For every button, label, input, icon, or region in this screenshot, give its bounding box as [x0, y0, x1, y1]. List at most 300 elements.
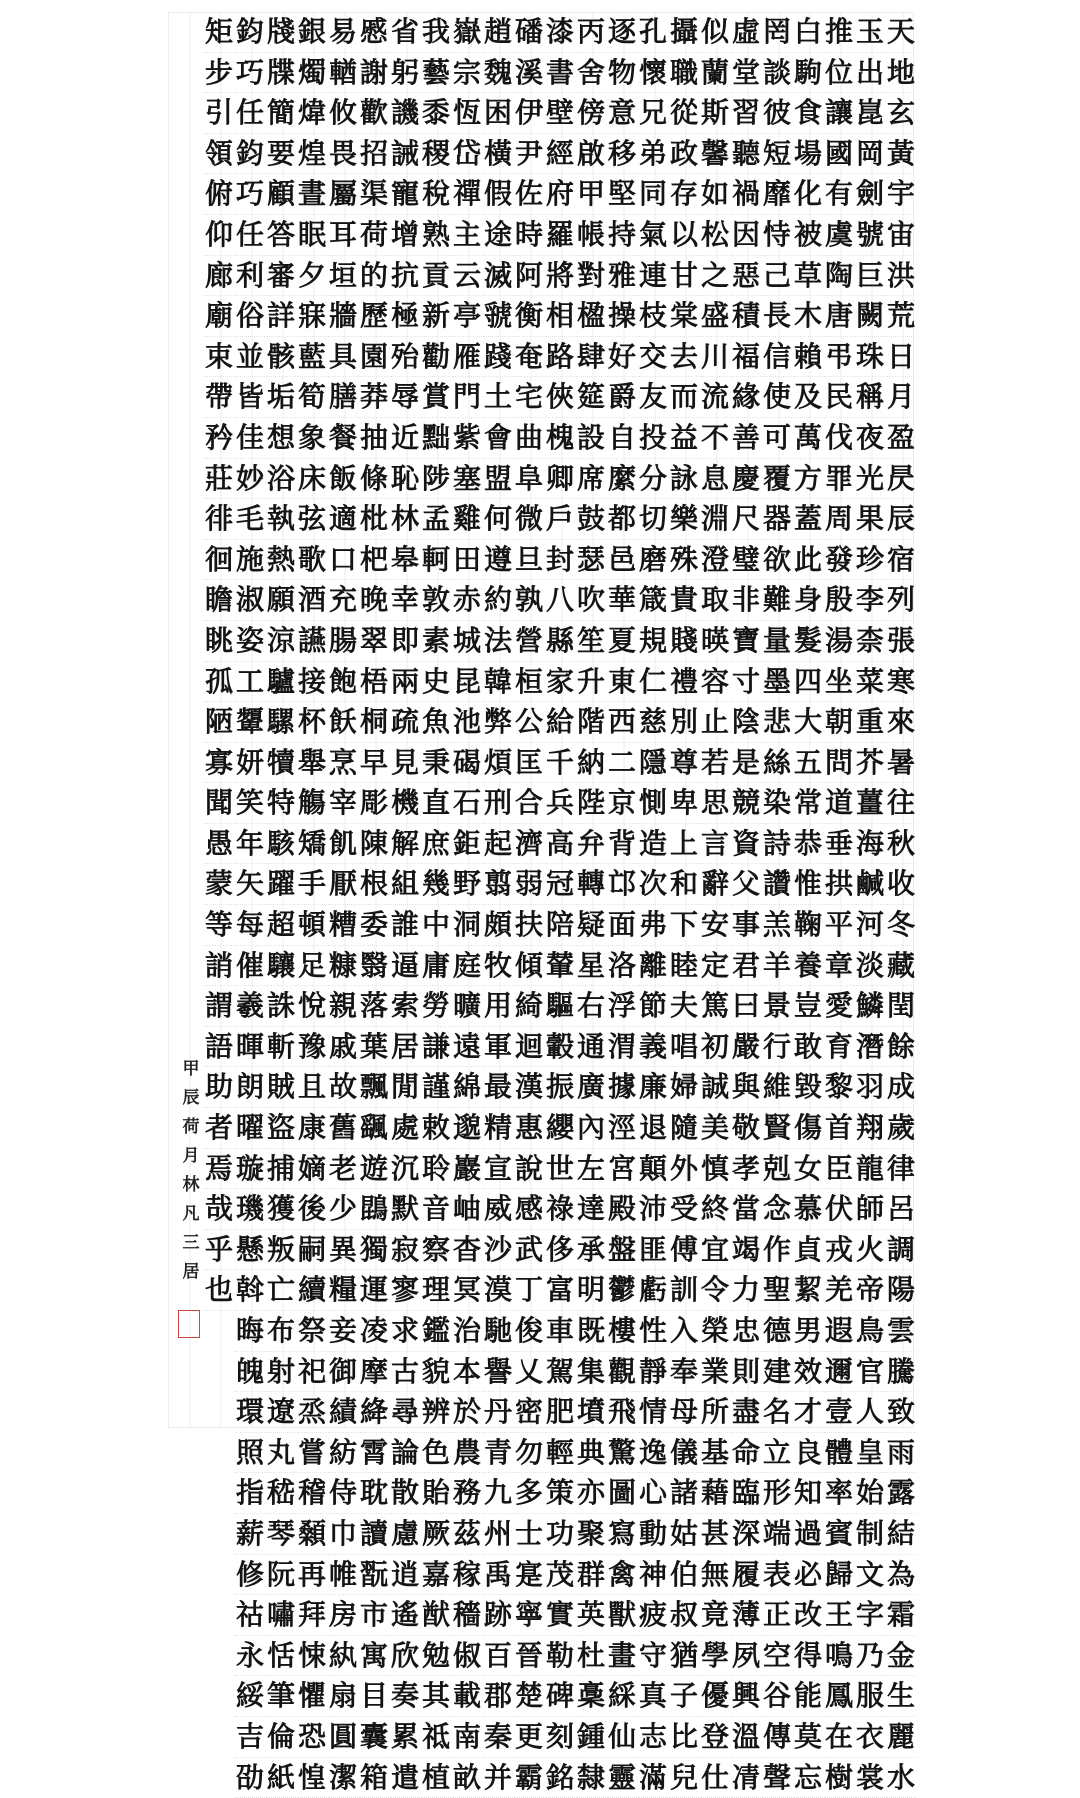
glyph: 理: [421, 1270, 451, 1311]
glyph: 居: [390, 1027, 420, 1068]
glyph: 俗: [235, 296, 265, 337]
glyph: 暑: [886, 743, 916, 784]
glyph: 寐: [297, 296, 327, 337]
glyph: 誡: [390, 134, 420, 175]
glyph: 物: [607, 53, 637, 94]
glyph: 綏: [235, 1676, 265, 1717]
glyph: 渠: [359, 174, 389, 215]
glyph: 帷: [328, 1555, 358, 1596]
glyph: 唱: [669, 1027, 699, 1068]
glyph: 霄: [359, 1433, 389, 1474]
glyph: 等: [204, 905, 234, 946]
glyph: 西: [607, 702, 637, 743]
glyph: 離: [638, 946, 668, 987]
glyph: 逍: [390, 1555, 420, 1596]
glyph: 布: [266, 1311, 296, 1352]
glyph: 達: [576, 1189, 606, 1230]
glyph: 暉: [235, 1027, 265, 1068]
glyph: 勞: [421, 986, 451, 1027]
glyph: 牧: [483, 946, 513, 987]
glyph: 楚: [514, 1676, 544, 1717]
glyph: 席: [576, 459, 606, 500]
glyph: 入: [669, 1311, 699, 1352]
glyph: 夕: [297, 256, 327, 297]
glyph: 飢: [328, 824, 358, 865]
glyph: 扶: [514, 905, 544, 946]
glyph: 寡: [204, 743, 234, 784]
glyph: 眺: [204, 621, 234, 662]
glyph: 奄: [514, 337, 544, 378]
glyph: 塞: [452, 459, 482, 500]
glyph: 露: [886, 1473, 916, 1514]
glyph: 言: [700, 824, 730, 865]
glyph: 穡: [452, 1595, 482, 1636]
glyph: 笙: [576, 621, 606, 662]
glyph: 同: [638, 174, 668, 215]
glyph: 執: [266, 499, 296, 540]
glyph: 躬: [390, 53, 420, 94]
glyph: 鳥: [855, 1311, 885, 1352]
glyph: 故: [328, 1067, 358, 1108]
glyph: 傾: [514, 946, 544, 987]
glyph: 床: [297, 459, 327, 500]
glyph: 疏: [390, 702, 420, 743]
glyph: 武: [514, 1230, 544, 1271]
glyph: 洛: [607, 946, 637, 987]
glyph: 治: [452, 1311, 482, 1352]
glyph: 規: [638, 621, 668, 662]
glyph: 目: [359, 1676, 389, 1717]
glyph: 禪: [452, 174, 482, 215]
glyph: 超: [266, 905, 296, 946]
glyph: 足: [297, 946, 327, 987]
glyph: 篤: [700, 986, 730, 1027]
glyph: 必: [793, 1555, 823, 1596]
glyph: 據: [607, 1067, 637, 1108]
glyph: 丁: [514, 1270, 544, 1311]
glyph: 交: [638, 337, 668, 378]
glyph: 桐: [359, 702, 389, 743]
glyph: 勒: [545, 1636, 575, 1677]
glyph: 綺: [514, 986, 544, 1027]
glyph: 食: [793, 93, 823, 134]
glyph: 不: [700, 418, 730, 459]
glyph: 輕: [545, 1433, 575, 1474]
glyph: 耽: [359, 1473, 389, 1514]
glyph: 潔: [328, 1758, 358, 1798]
glyph: 修: [235, 1555, 265, 1596]
glyph: 鼓: [576, 499, 606, 540]
glyph: 秦: [483, 1717, 513, 1758]
glyph: 戶: [545, 499, 575, 540]
glyph: 骸: [266, 337, 296, 378]
glyph: 伊: [514, 93, 544, 134]
glyph: 海: [855, 824, 885, 865]
glyph: 觀: [607, 1352, 637, 1393]
glyph: 梧: [359, 662, 389, 703]
glyph: 忠: [731, 1311, 761, 1352]
glyph: 木: [793, 296, 823, 337]
glyph: 體: [824, 1433, 854, 1474]
glyph: 夙: [731, 1636, 761, 1677]
glyph: 調: [886, 1230, 916, 1271]
glyph: 歷: [359, 296, 389, 337]
glyph: 逸: [638, 1433, 668, 1474]
glyph: 肥: [545, 1392, 575, 1433]
glyph: 門: [452, 377, 482, 418]
glyph: 侈: [545, 1230, 575, 1271]
glyph: 給: [545, 702, 575, 743]
glyph: 牋: [266, 12, 296, 53]
glyph: 餘: [886, 1027, 916, 1068]
glyph: 誰: [390, 905, 420, 946]
glyph: 操: [607, 296, 637, 337]
glyph: 杳: [452, 1230, 482, 1271]
glyph: 欲: [762, 540, 792, 581]
glyph: 駭: [266, 824, 296, 865]
signature-glyph: 居: [182, 1262, 200, 1282]
glyph: 澄: [700, 540, 730, 581]
glyph: 黎: [824, 1067, 854, 1108]
glyph: 陳: [359, 824, 389, 865]
glyph: 巧: [235, 53, 265, 94]
glyph: 賞: [421, 377, 451, 418]
glyph: 遵: [483, 540, 513, 581]
glyph: 浮: [607, 986, 637, 1027]
glyph: 騰: [886, 1352, 916, 1393]
glyph: 九: [483, 1473, 513, 1514]
glyph: 處: [390, 1108, 420, 1149]
glyph: 無: [700, 1555, 730, 1596]
glyph: 暎: [700, 621, 730, 662]
glyph: 道: [824, 783, 854, 824]
glyph: 傍: [576, 93, 606, 134]
glyph: 虧: [638, 1270, 668, 1311]
glyph: 敢: [793, 1027, 823, 1068]
glyph: 叛: [266, 1230, 296, 1271]
glyph: 陛: [576, 783, 606, 824]
glyph: 稱: [855, 377, 885, 418]
glyph: 來: [886, 702, 916, 743]
glyph: 發: [824, 540, 854, 581]
glyph: 上: [669, 824, 699, 865]
glyph: 厭: [328, 864, 358, 905]
glyph: 利: [235, 256, 265, 297]
glyph: 翠: [359, 621, 389, 662]
glyph: 碑: [545, 1676, 575, 1717]
glyph: 紡: [328, 1433, 358, 1474]
glyph: 殿: [607, 1189, 637, 1230]
glyph: 餐: [328, 418, 358, 459]
glyph: 躍: [266, 864, 296, 905]
glyph: 捕: [266, 1149, 296, 1190]
glyph: 章: [824, 946, 854, 987]
glyph: 名: [762, 1392, 792, 1433]
glyph: 勸: [421, 337, 451, 378]
glyph: 位: [824, 53, 854, 94]
glyph: 南: [452, 1717, 482, 1758]
glyph: 守: [638, 1636, 668, 1677]
glyph: 宰: [328, 783, 358, 824]
glyph: 糧: [328, 1270, 358, 1311]
glyph: 能: [793, 1676, 823, 1717]
glyph: 陪: [545, 905, 575, 946]
glyph: 良: [793, 1433, 823, 1474]
glyph: 璧: [731, 540, 761, 581]
glyph: 官: [855, 1352, 885, 1393]
glyph: 獨: [359, 1230, 389, 1271]
glyph: 每: [235, 905, 265, 946]
glyph: 雅: [607, 256, 637, 297]
glyph: 樓: [607, 1311, 637, 1352]
glyph: 分: [638, 459, 668, 500]
glyph: 藍: [297, 337, 327, 378]
glyph: 得: [793, 1636, 823, 1677]
glyph: 才: [793, 1392, 823, 1433]
glyph: 志: [638, 1717, 668, 1758]
glyph: 縣: [545, 621, 575, 662]
glyph: 過: [793, 1514, 823, 1555]
glyph: 終: [700, 1189, 730, 1230]
glyph: 垣: [328, 256, 358, 297]
glyph: 翫: [359, 1555, 389, 1596]
glyph: 歸: [824, 1555, 854, 1596]
glyph: 涼: [266, 621, 296, 662]
glyph: 巖: [452, 1149, 482, 1190]
glyph: 卑: [669, 783, 699, 824]
glyph: 四: [793, 662, 823, 703]
glyph: 絜: [793, 1270, 823, 1311]
glyph: 烝: [297, 1392, 327, 1433]
glyph: 鱗: [855, 986, 885, 1027]
glyph: 淵: [700, 499, 730, 540]
glyph: 佐: [514, 174, 544, 215]
glyph: 愛: [824, 986, 854, 1027]
glyph: 惟: [793, 864, 823, 905]
glyph: 手: [297, 864, 327, 905]
glyph: 收: [886, 864, 916, 905]
glyph: 惶: [297, 1758, 327, 1798]
glyph: 燭: [297, 53, 327, 94]
glyph: 律: [886, 1149, 916, 1190]
glyph: 橫: [483, 134, 513, 175]
glyph: 對: [576, 256, 606, 297]
glyph: 劭: [235, 1758, 265, 1798]
glyph: 家: [545, 662, 575, 703]
glyph: 意: [607, 93, 637, 134]
glyph: 用: [483, 986, 513, 1027]
glyph: 睦: [669, 946, 699, 987]
glyph: 房: [328, 1595, 358, 1636]
glyph: 駕: [545, 1352, 575, 1393]
glyph: 賴: [793, 337, 823, 378]
glyph: 杷: [359, 540, 389, 581]
glyph: 翦: [483, 864, 513, 905]
glyph: 舉: [297, 743, 327, 784]
glyph: 於: [452, 1392, 482, 1433]
glyph: 斯: [700, 93, 730, 134]
glyph: 登: [700, 1717, 730, 1758]
glyph: 農: [452, 1433, 482, 1474]
glyph: 肆: [576, 337, 606, 378]
glyph: 河: [855, 905, 885, 946]
glyph: 累: [390, 1717, 420, 1758]
glyph: 辨: [421, 1392, 451, 1433]
glyph: 羔: [762, 905, 792, 946]
glyph: 美: [700, 1108, 730, 1149]
glyph: 綵: [607, 1676, 637, 1717]
glyph: 被: [793, 215, 823, 256]
glyph: 習: [731, 93, 761, 134]
glyph: 堅: [607, 174, 637, 215]
glyph: 愚: [204, 824, 234, 865]
glyph: 祭: [297, 1311, 327, 1352]
glyph: 卿: [545, 459, 575, 500]
glyph: 民: [824, 377, 854, 418]
glyph: 漢: [514, 1067, 544, 1108]
glyph: 云: [452, 256, 482, 297]
glyph: 賓: [824, 1514, 854, 1555]
glyph: 斬: [266, 1027, 296, 1068]
glyph: 談: [762, 53, 792, 94]
glyph: 宗: [452, 53, 482, 94]
glyph: 索: [390, 986, 420, 1027]
glyph: 服: [855, 1676, 885, 1717]
glyph: 環: [235, 1392, 265, 1433]
glyph: 宜: [700, 1230, 730, 1271]
glyph: 莫: [793, 1717, 823, 1758]
glyph: 中: [421, 905, 451, 946]
glyph: 省: [390, 12, 420, 53]
glyph: 隸: [576, 1758, 606, 1798]
glyph: 軍: [483, 1027, 513, 1068]
glyph: 諸: [669, 1473, 699, 1514]
glyph: 運: [359, 1270, 389, 1311]
glyph: 稅: [421, 174, 451, 215]
glyph: 玄: [886, 93, 916, 134]
glyph: 直: [421, 783, 451, 824]
glyph: 威: [483, 1189, 513, 1230]
signature-glyph: 月: [182, 1146, 200, 1166]
glyph: 啟: [576, 134, 606, 175]
glyph: 頗: [483, 905, 513, 946]
glyph: 弊: [483, 702, 513, 743]
glyph: 徘: [204, 499, 234, 540]
glyph: 辰: [886, 499, 916, 540]
glyph: 榮: [700, 1311, 730, 1352]
glyph: 連: [638, 256, 668, 297]
glyph: 劍: [855, 174, 885, 215]
glyph: 邑: [607, 540, 637, 581]
glyph: 筆: [266, 1676, 296, 1717]
glyph: 疲: [638, 1595, 668, 1636]
glyph: 淡: [855, 946, 885, 987]
glyph: 正: [762, 1595, 792, 1636]
glyph: 施: [235, 540, 265, 581]
glyph: 竟: [700, 1595, 730, 1636]
glyph: 殷: [824, 580, 854, 621]
glyph: 龍: [855, 1149, 885, 1190]
glyph: 張: [886, 621, 916, 662]
signature-glyph: 凡: [182, 1204, 200, 1224]
glyph: 祗: [421, 1717, 451, 1758]
glyph: 落: [359, 986, 389, 1027]
glyph: 懸: [235, 1230, 265, 1271]
glyph: 棠: [669, 296, 699, 337]
glyph: 機: [390, 783, 420, 824]
glyph: 嶽: [452, 12, 482, 53]
glyph: 寧: [514, 1595, 544, 1636]
glyph: 皇: [855, 1433, 885, 1474]
glyph: 成: [886, 1067, 916, 1108]
glyph: 師: [855, 1189, 885, 1230]
glyph: 勿: [514, 1433, 544, 1474]
glyph: 光: [855, 459, 885, 500]
glyph: 大: [793, 702, 823, 743]
glyph: 踐: [483, 337, 513, 378]
glyph: 罔: [762, 12, 792, 53]
glyph: 貌: [421, 1352, 451, 1393]
glyph: 遐: [824, 1311, 854, 1352]
glyph: 聚: [576, 1514, 606, 1555]
glyph: 弁: [576, 824, 606, 865]
glyph: 左: [576, 1149, 606, 1190]
glyph: 譽: [483, 1352, 513, 1393]
glyph: 右: [576, 986, 606, 1027]
glyph: 實: [545, 1595, 575, 1636]
glyph: 年: [235, 824, 265, 865]
glyph: 安: [700, 905, 730, 946]
glyph: 碣: [452, 743, 482, 784]
glyph: 千: [545, 743, 575, 784]
glyph: 夫: [669, 986, 699, 1027]
glyph: 唐: [824, 296, 854, 337]
glyph: 靜: [638, 1352, 668, 1393]
glyph: 琴: [266, 1514, 296, 1555]
glyph: 烹: [328, 743, 358, 784]
glyph: 微: [514, 499, 544, 540]
glyph: 夜: [855, 418, 885, 459]
glyph: 尋: [390, 1392, 420, 1433]
glyph: 皆: [235, 377, 265, 418]
glyph: 場: [793, 134, 823, 175]
glyph: 宮: [607, 1149, 637, 1190]
glyph: 宿: [886, 540, 916, 581]
glyph: 學: [700, 1636, 730, 1677]
glyph: 秉: [421, 743, 451, 784]
glyph: 精: [483, 1108, 513, 1149]
glyph: 持: [607, 215, 637, 256]
glyph: 往: [886, 783, 916, 824]
glyph: 易: [328, 12, 358, 53]
glyph: 霸: [514, 1758, 544, 1798]
glyph: 深: [731, 1514, 761, 1555]
glyph: 廣: [576, 1067, 606, 1108]
glyph: 與: [731, 1067, 761, 1108]
glyph: 盟: [483, 459, 513, 500]
glyph: 枇: [359, 499, 389, 540]
glyph: 永: [235, 1636, 265, 1677]
glyph: 羅: [545, 215, 575, 256]
glyph: 金: [886, 1636, 916, 1677]
glyph: 端: [762, 1514, 792, 1555]
glyph: 國: [824, 134, 854, 175]
glyph: 貴: [669, 580, 699, 621]
glyph: 耳: [328, 215, 358, 256]
glyph: 赤: [452, 580, 482, 621]
glyph: 鳳: [824, 1676, 854, 1717]
glyph: 色: [421, 1433, 451, 1474]
